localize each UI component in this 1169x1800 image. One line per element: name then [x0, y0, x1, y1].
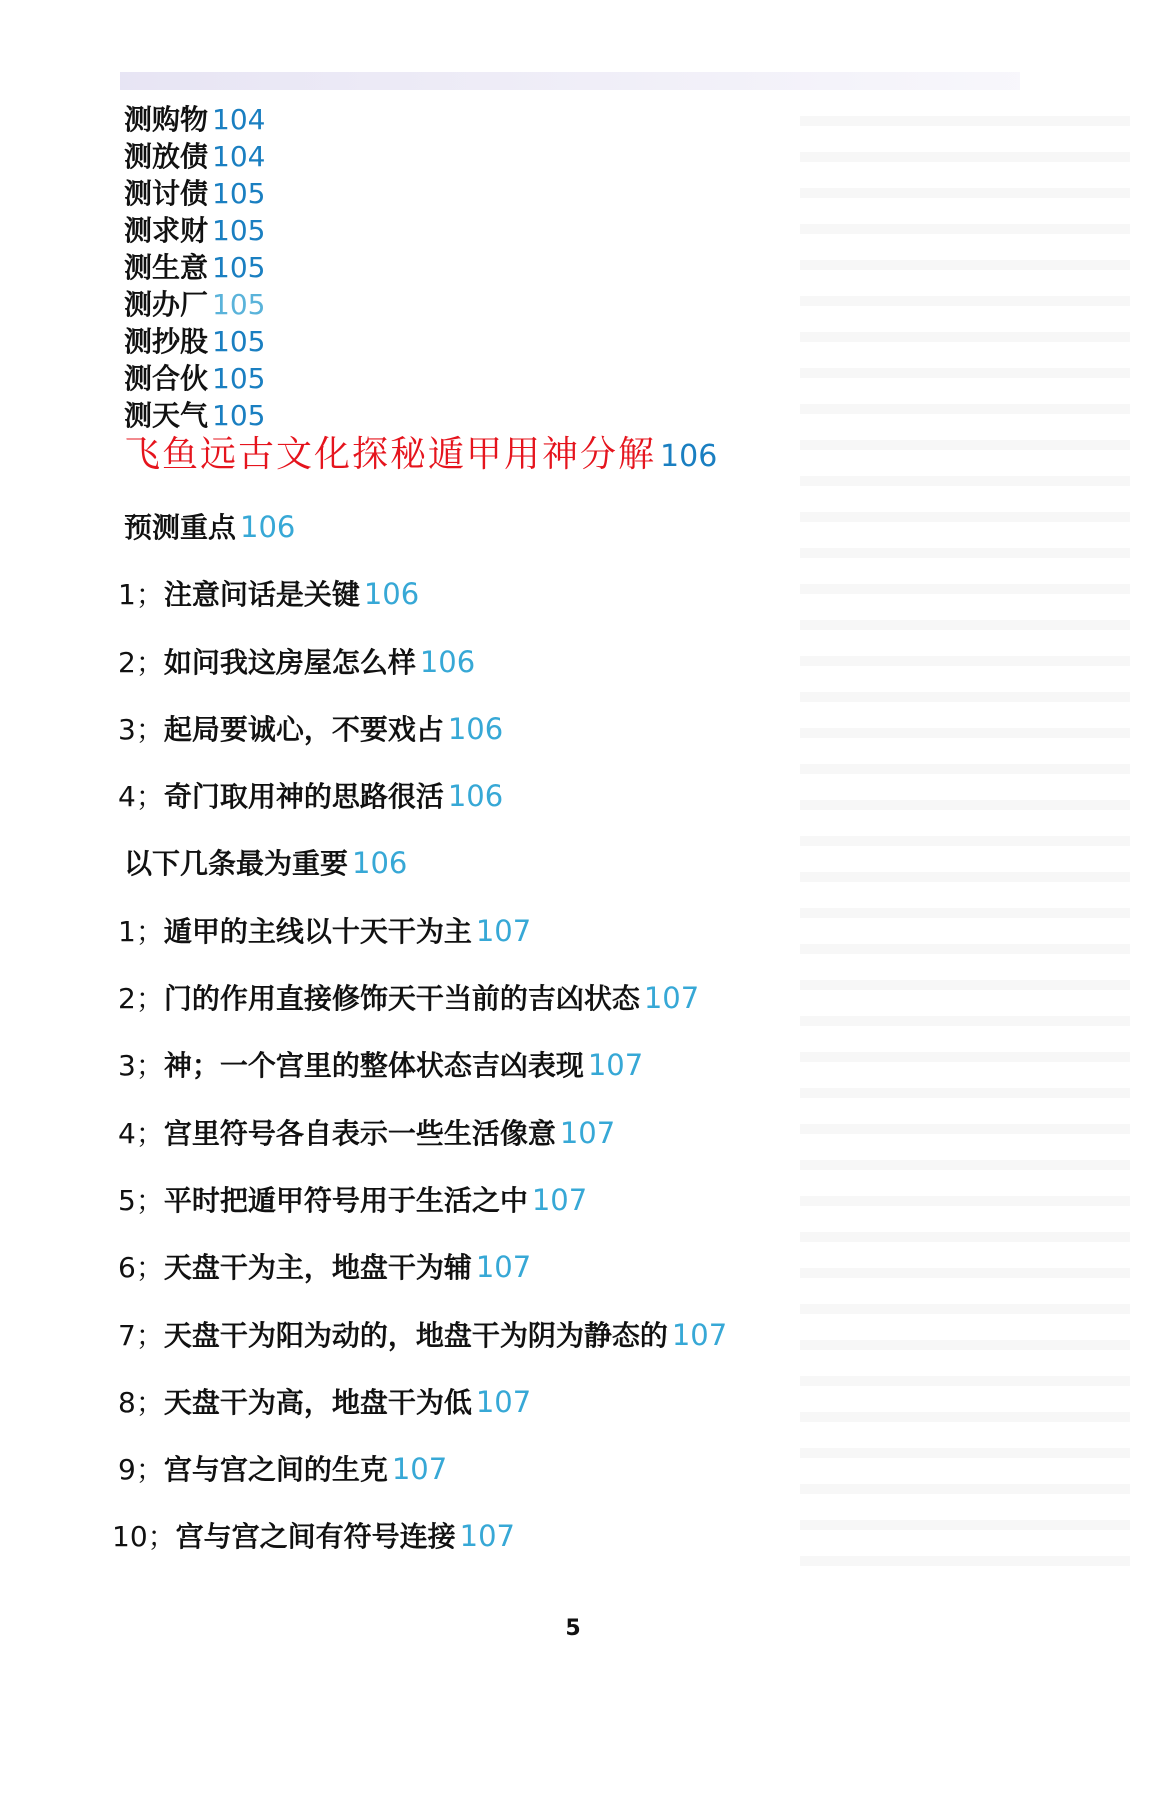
- toc-entry: [118, 1311, 727, 1378]
- toc-entry-number: 10；: [112, 1520, 176, 1554]
- toc-page-number: 106: [419, 644, 476, 679]
- toc-entry-label: 奇门取用神的思路很活: [163, 780, 444, 814]
- toc-entry-number: 3；: [118, 1049, 164, 1083]
- toc-entry-number: 4；: [118, 780, 164, 814]
- toc-page-number: 105: [212, 177, 266, 210]
- toc-entry-number: 1；: [118, 578, 164, 612]
- toc-entry-number: 5；: [118, 1183, 164, 1217]
- toc-page-number: 107: [671, 1317, 728, 1352]
- toc-page-number: 106: [240, 510, 296, 544]
- toc-page-number: 107: [475, 1250, 532, 1285]
- toc-entry: [112, 1512, 727, 1579]
- toc-entry-label: 平时把遁甲符号用于生活之中: [163, 1183, 528, 1217]
- toc-entry: [118, 772, 727, 839]
- toc-entry-number: 8；: [118, 1385, 164, 1419]
- toc-entry: [118, 705, 727, 772]
- toc-entry-label: 宫与宫之间有符号连接: [175, 1520, 456, 1554]
- toc-entry-label: 宫与宫之间的生克: [163, 1453, 388, 1487]
- toc-entry-number: 4；: [118, 1116, 164, 1150]
- toc-entry-number: 2；: [118, 982, 164, 1016]
- toc-entry-label: 测讨债: [124, 177, 209, 210]
- toc-entry-label: 预测重点: [124, 511, 237, 544]
- toc-entry: [124, 138, 265, 175]
- toc-entry: [118, 974, 727, 1041]
- toc-entry-number: 6；: [118, 1251, 164, 1285]
- toc-entry: [124, 249, 265, 286]
- toc-page-number: 106: [447, 711, 504, 746]
- toc-entry: [118, 1041, 727, 1108]
- toc-entry-number: 3；: [118, 712, 164, 746]
- toc-entry: [124, 212, 265, 249]
- toc-entry-label: 遁甲的主线以十天干为主: [163, 914, 472, 948]
- toc-entry: [124, 101, 265, 138]
- toc-page-number: 105: [212, 214, 266, 247]
- top-bleed-strip: [120, 72, 1020, 90]
- toc-page-number: 107: [475, 913, 532, 948]
- toc-entry-label: 测合伙: [124, 362, 209, 395]
- toc-entry-label: 测生意: [124, 251, 209, 284]
- toc-entry: [124, 360, 265, 397]
- toc-entry: [118, 1176, 727, 1243]
- toc-entry: [118, 1445, 727, 1512]
- toc-entry-number: 9；: [118, 1453, 164, 1487]
- toc-entry: [124, 175, 265, 212]
- toc-entry-label: 天盘干为主，地盘干为辅: [163, 1251, 472, 1285]
- section-heading: [124, 432, 717, 478]
- toc-page-number: 107: [643, 981, 700, 1016]
- toc-page-number: 107: [587, 1048, 644, 1083]
- toc-entry-label: 天盘干为高，地盘干为低: [163, 1385, 472, 1419]
- toc-entry: [118, 1109, 727, 1176]
- bleed-through-area: [800, 90, 1130, 1590]
- toc-list-short: [124, 101, 265, 434]
- toc-entry-label: 测办厂: [124, 288, 209, 321]
- toc-entry-label: 测购物: [124, 103, 209, 136]
- section-page-number: 106: [660, 439, 718, 474]
- toc-entry-label: 以下几条最为重要: [124, 847, 349, 881]
- toc-entry: [118, 907, 727, 974]
- toc-page-number: 107: [559, 1115, 616, 1150]
- toc-entry-label: 天盘干为阳为动的，地盘干为阴为静态的: [163, 1318, 668, 1352]
- toc-entry-label: 门的作用直接修饰天干当前的吉凶状态: [163, 982, 640, 1016]
- toc-entry-label: 测放债: [124, 140, 209, 173]
- toc-page-number: 105: [212, 362, 266, 395]
- toc-entry-number: 7；: [118, 1318, 164, 1352]
- toc-page-number: 107: [391, 1452, 448, 1487]
- toc-list-detailed: [112, 503, 728, 1580]
- toc-entry-label: 宫里符号各自表示一些生活像意: [163, 1116, 556, 1150]
- toc-page-number: 105: [212, 399, 266, 432]
- toc-entry: [118, 1243, 727, 1310]
- toc-page-number: 107: [531, 1182, 588, 1217]
- toc-entry: [118, 638, 727, 705]
- toc-entry-label: 测天气: [124, 399, 209, 432]
- toc-entry-number: 1；: [118, 914, 164, 948]
- toc-page-number: 106: [352, 846, 408, 881]
- toc-entry-label: 注意问话是关键: [163, 578, 360, 612]
- toc-entry: [118, 1378, 727, 1445]
- toc-page-number: 104: [212, 140, 266, 173]
- toc-page-number: 105: [212, 251, 266, 284]
- toc-page-number: 105: [212, 325, 266, 358]
- toc-entry-label: 如问我这房屋怎么样: [163, 645, 416, 679]
- footer-page-number: 5: [565, 1616, 581, 1641]
- toc-entry-label: 起局要诚心，不要戏占: [163, 712, 444, 746]
- toc-entry: [118, 570, 727, 637]
- toc-entry: [124, 839, 727, 906]
- toc-entry: [124, 397, 265, 434]
- toc-page-number: 106: [363, 577, 420, 612]
- section-heading-text: 飞鱼远古文化探秘遁甲用神分解: [124, 434, 657, 475]
- toc-entry-label: 测抄股: [124, 325, 209, 358]
- toc-entry: [124, 323, 265, 360]
- toc-page-number: 105: [212, 288, 266, 321]
- toc-page-number: 104: [212, 103, 266, 136]
- toc-entry-label: 神；一个宫里的整体状态吉凶表现: [163, 1049, 584, 1083]
- toc-entry-label: 测求财: [124, 214, 209, 247]
- toc-page-number: 106: [447, 779, 504, 814]
- toc-entry-number: 2；: [118, 645, 164, 679]
- toc-page-number: 107: [475, 1384, 532, 1419]
- toc-page-number: 107: [459, 1519, 516, 1554]
- toc-entry: [124, 286, 265, 323]
- toc-entry: [124, 503, 727, 570]
